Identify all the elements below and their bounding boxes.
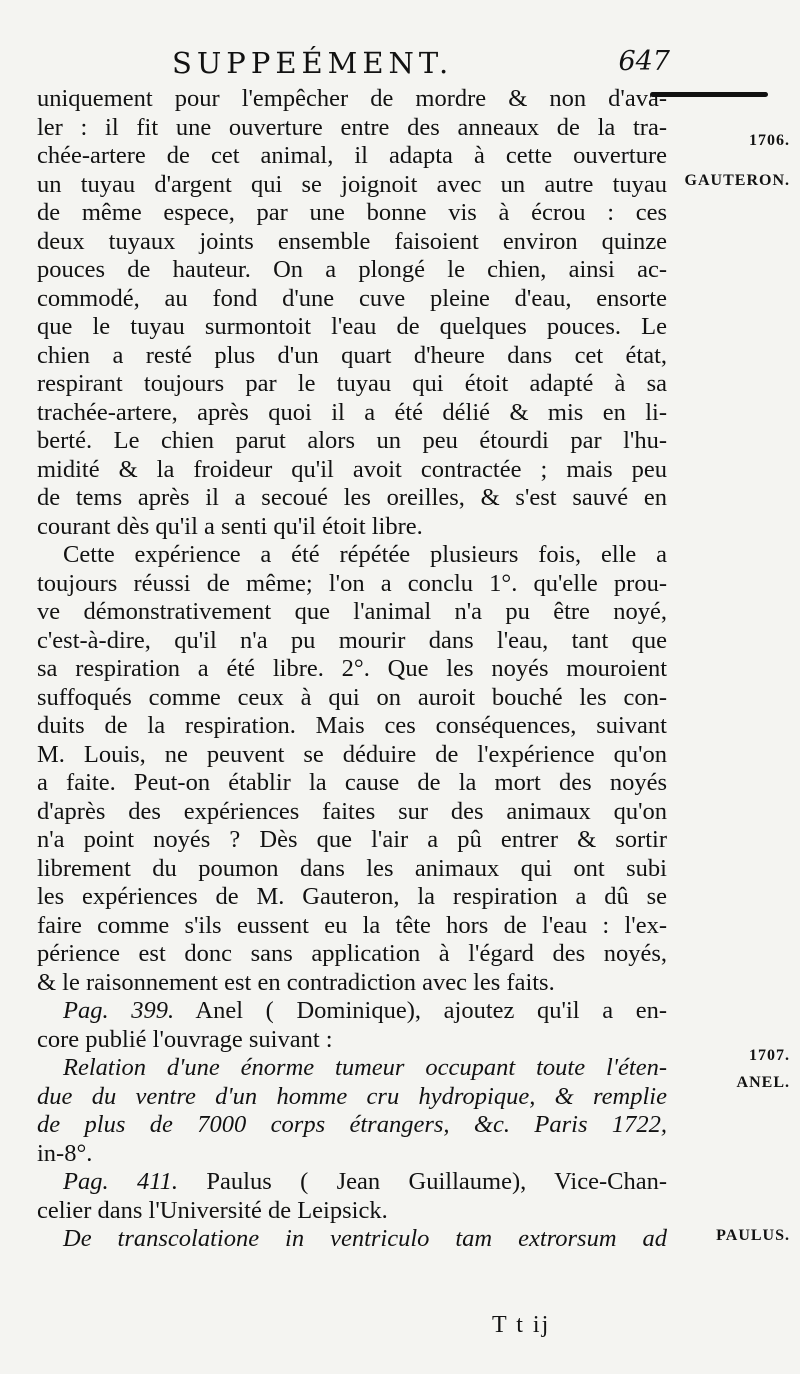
text-line: midité & la froideur qu'il avoit contractée ; mais peu [37,455,667,483]
margin-note-paulus: PAULUS. [716,1227,790,1244]
text-line: uniquement pour l'empêcher de mordre & non d'ava- [37,85,667,112]
text-line: librement du poumon dans les animaux qui ont subi [37,854,667,882]
text-line: M. Louis, ne peuvent se déduire de l'expérience qu'on [37,740,667,768]
signature-mark: T t ij [492,1312,551,1338]
text-line: respirant toujours par le tuyau qui étoit adapté à sa [37,370,667,397]
text-line: ler : il fit une ouverture entre des anneaux de la tra- [37,113,667,141]
text-line: que le tuyau surmontoit l'eau de quelques pouces. Le [37,313,667,340]
anel-entry-text: Anel ( Dominique), ajoutez qu'il a en- [174,997,668,1024]
book-title-line: De transcolatione in ventriculo tam extrorsum ad [63,1225,667,1252]
text-line: commodé, au fond d'une cuve pleine d'eau, ensorte [37,284,667,312]
text-line: périence est donc sans application à l'égard des noyés, [37,940,667,967]
text-line: faire comme s'ils eussent eu la tête hors de l'eau : l'ex- [37,911,667,939]
margin-note-anel: ANEL. [736,1074,790,1091]
text-line: chien a resté plus d'un quart d'heure dans cet état, [37,341,667,369]
text-line: duits de la respiration. Mais ces conséquences, suivant [37,712,667,739]
margin-note-year-1707: 1707. [749,1047,790,1064]
text-line: & le raisonnement est en contradiction avec les faits. [37,968,555,996]
text-line: Cette expérience a été répétée plusieurs fois, elle a [63,541,667,568]
margin-note-year-1706: 1706. [749,132,790,149]
text-line: d'après des expériences faites sur des animaux qu'on [37,797,667,825]
text-line: a faite. Peut-on établir la cause de la mort des noyés [37,769,667,796]
page-reference: Pag. 399. [63,997,175,1024]
text-line: c'est-à-dire, qu'il n'a pu mourir dans l'eau, tant que [37,626,667,654]
text-line: courant dès qu'il a senti qu'il étoit libre. [37,512,423,540]
text-line: core publié l'ouvrage suivant : [37,1025,333,1053]
page-reference: Pag. 411. [63,1168,179,1195]
text-line: de tems après il a secoué les oreilles, & s'est sauvé en [37,484,667,511]
body-text [37,85,667,1254]
text-line: les expériences de M. Gauteron, la respiration a dû se [37,883,667,910]
text-line: de même espece, par une bonne vis à écrou : ces [37,199,667,226]
book-title-line: due du ventre d'un homme cru hydropique, & remplie [37,1082,667,1110]
text-line: suffoqués comme ceux à qui on auroit bouché les con- [37,683,667,711]
paulus-entry-line [37,1168,667,1197]
running-title: SUPPEÉMENT. [172,46,454,80]
text-line: ve démonstrativement que l'animal n'a pu être noyé, [37,598,667,625]
text-line: deux tuyaux joints ensemble faisoient environ quinze [37,227,667,255]
text-line: toujours réussi de même; l'on a conclu 1°. qu'elle prou- [37,569,667,597]
text-line: sa respiration a été libre. 2°. Que les noyés mouroient [37,655,667,682]
text-line: celier dans l'Université de Leipsick. [37,1196,388,1224]
text-line: un tuyau d'argent qui se joignoit avec un autre tuyau [37,170,667,198]
margin-rule [650,92,768,97]
text-line: trachée-artere, après quoi il a été délié & mis en li- [37,398,667,426]
text-line: chée-artere de cet animal, il adapta à cette ouverture [37,142,667,169]
anel-entry-line [37,997,667,1026]
text-line: n'a point noyés ? Dès que l'air a pû entrer & sortir [37,826,667,853]
text-line: pouces de hauteur. On a plongé le chien, ainsi ac- [37,256,667,283]
paulus-entry-text: Paulus ( Jean Guillaume), Vice-Chan- [178,1168,667,1195]
book-title-line: de plus de 7000 corps étrangers, &c. Paris 1722, [37,1111,667,1138]
book-format-line: in-8°. [37,1139,93,1167]
margin-note-gauteron: GAUTERON. [684,172,790,189]
page-header [170,46,670,86]
book-title-line: Relation d'une énorme tumeur occupant toute l'éten- [63,1054,667,1081]
text-line: berté. Le chien parut alors un peu étourdi par l'hu- [37,427,667,454]
page-number: 647 [618,46,670,77]
